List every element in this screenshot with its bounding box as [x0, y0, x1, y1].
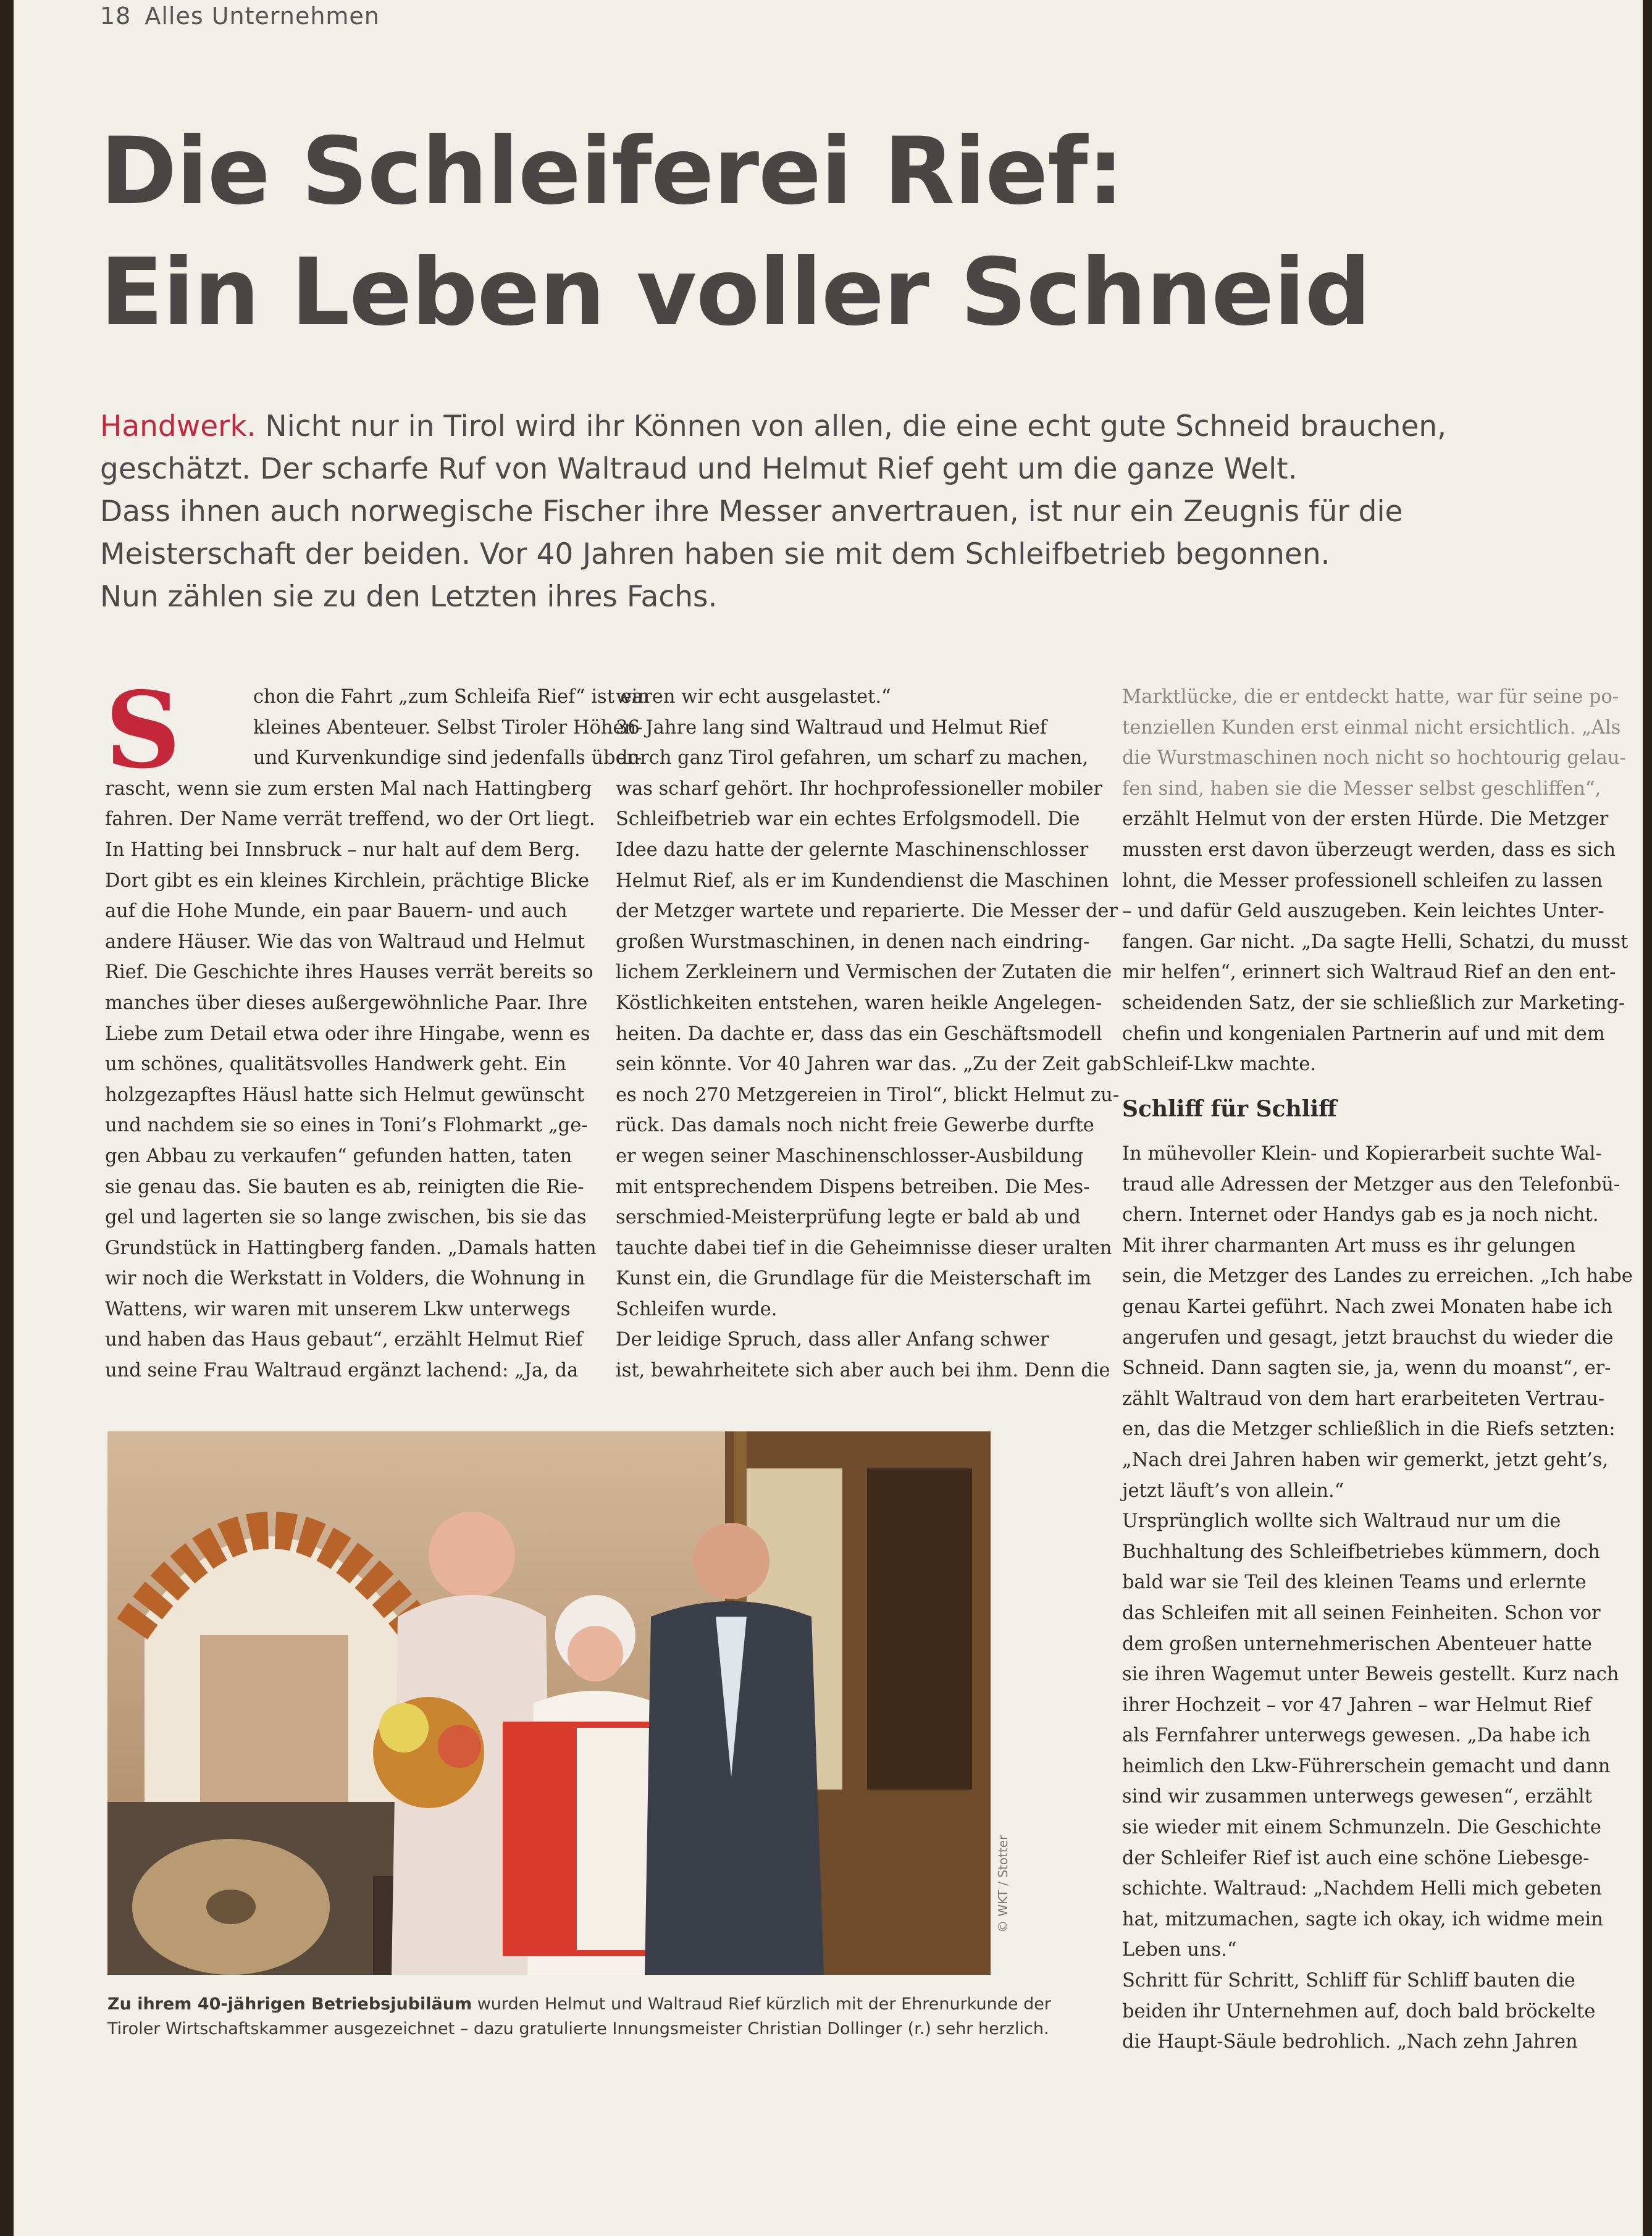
text-line: chefin und kongenialen Partnerin auf und mit dem [1122, 1023, 1605, 1045]
text-line: was scharf gehört. Ihr hochprofessioneller mobiler [616, 777, 1102, 800]
text-line: en, das die Metzger schließlich in die Riefs setzten: [1122, 1418, 1616, 1441]
text-line: rück. Das damals noch nicht freie Gewerbe durfte [616, 1115, 1094, 1137]
text-line: kleines Abenteuer. Selbst Tiroler Höhen- [253, 716, 643, 739]
photo-illustration [107, 1431, 991, 1975]
headline [100, 111, 1370, 353]
caption-line-1: wurden Helmut und Waltraud Rief kürzlich mit der Ehrenurkunde der [472, 1995, 1051, 2014]
text-line: traud alle Adressen der Metzger aus den Telefonbü- [1122, 1173, 1621, 1195]
text-line: sein könnte. Vor 40 Jahren war das. „Zu der Zeit gab [616, 1053, 1122, 1076]
text-line: sein, die Metzger des Landes zu erreichen. „Ich habe [1122, 1265, 1633, 1288]
text-line: Rief. Die Geschichte ihres Hauses verrät bereits so [105, 961, 593, 984]
text-line: fangen. Gar nicht. „Da sagte Helli, Schatzi, du musst [1122, 931, 1629, 953]
text-line: Ursprünglich wollte sich Waltraud nur um die [1122, 1510, 1561, 1533]
text-line: gen Abbau zu verkaufen“ gefunden hatten, taten [105, 1145, 572, 1167]
text-line: Köstlichkeiten entstehen, waren heikle Angelegen- [616, 992, 1102, 1014]
text-line: auf die Hohe Munde, ein paar Bauern- und auch [105, 900, 568, 923]
text-line: Schritt für Schritt, Schliff für Schliff bauten die [1122, 1970, 1575, 1992]
text-line: durch ganz Tirol gefahren, um scharf zu machen, [616, 747, 1089, 769]
text-line: Grundstück in Hattingberg fanden. „Damals hatten [105, 1237, 597, 1259]
text-line: holzgezapftes Häusl hatte sich Helmut gewünscht [105, 1084, 585, 1106]
lead-paragraph [100, 405, 1533, 618]
text-line: die Haupt-Säule bedrohlich. „Nach zehn Jahren [1122, 2031, 1578, 2053]
text-line: rascht, wenn sie zum ersten Mal nach Hattingberg [105, 777, 592, 800]
text-line: lohnt, die Messer professionell schleifen zu lassen [1122, 869, 1603, 892]
text-line: und seine Frau Waltraud ergänzt lachend: „Ja, da [105, 1360, 579, 1382]
headline-line-2: Ein Leben voller Schneid [100, 239, 1370, 346]
text-line: mir helfen“, erinnert sich Waltraud Rief an den ent- [1122, 961, 1616, 984]
text-line: und haben das Haus gebaut“, erzählt Helmut Rief [105, 1329, 583, 1351]
text-line: die Wurstmaschinen noch nicht so hochtourig gelau- [1122, 747, 1626, 769]
photo-credit: © WKT / Stotter [996, 1835, 1010, 1933]
text-line: als Fernfahrer unterwegs gewesen. „Da habe ich [1122, 1725, 1591, 1747]
text-line: und nachdem sie so eines in Toni’s Flohmarkt „ge- [105, 1115, 588, 1137]
text-line: andere Häuser. Wie das von Waltraud und Helmut [105, 931, 585, 953]
caption-line-2: Tiroler Wirtschaftskammer ausgezeichnet – dazu gratulierte Innungsmeister Christian Dollinger (r.) sehr herzlich. [107, 2019, 1049, 2038]
text-line: Schneid. Dann sagten sie, ja, wenn du moanst“, er- [1122, 1357, 1611, 1380]
text-line: der Schleifer Rief ist auch eine schöne Liebesge- [1122, 1847, 1590, 1869]
text-line: angerufen und gesagt, jetzt brauchst du wieder die [1122, 1326, 1614, 1349]
article-column-2 [616, 682, 1122, 1386]
subheading: Schliff für Schliff [1122, 1096, 1337, 1122]
text-line: sie ihren Wagemut unter Beweis gestellt. Kurz nach [1122, 1664, 1619, 1686]
text-line: dem großen unternehmerischen Abenteuer hatte [1122, 1633, 1592, 1655]
text-line: Schleifen wurde. [616, 1298, 778, 1320]
article-column-3-top [1122, 682, 1629, 1080]
text-line: 36 Jahre lang sind Waltraud und Helmut Rief [616, 716, 1047, 739]
text-line: ihrer Hochzeit – vor 47 Jahren – war Helmut Rief [1122, 1694, 1591, 1716]
text-line: Buchhaltung des Schleifbetriebes kümmern, doch [1122, 1541, 1600, 1563]
text-line: Mit ihrer charmanten Art muss es ihr gelungen [1122, 1234, 1576, 1257]
text-line: heimlich den Lkw-Führerschein gemacht und dann [1122, 1755, 1611, 1777]
text-line: genau Kartei geführt. Nach zwei Monaten habe ich [1122, 1296, 1613, 1318]
text-line: beiden ihr Unternehmen auf, doch bald bröckelte [1122, 2000, 1596, 2022]
text-line: hat, mitzumachen, sagte ich okay, ich widme mein [1122, 1908, 1603, 1930]
article-column-1 [105, 669, 650, 1386]
text-line: waren wir echt ausgelastet.“ [616, 686, 891, 708]
article-photo [107, 1431, 991, 1975]
text-line: ist, bewahrheitete sich aber auch bei ihm. Denn die [616, 1360, 1110, 1382]
text-line: jetzt läuft’s von allein.“ [1122, 1480, 1344, 1502]
text-line: Schleifbetrieb war ein echtes Erfolgsmodell. Die [616, 808, 1080, 831]
text-line: Liebe zum Detail etwa oder ihre Hingabe, wenn es [105, 1023, 590, 1045]
text-line: schichte. Waltraud: „Nachdem Helli mich gebeten [1122, 1878, 1602, 1900]
text-line: das Schleifen mit all seinen Feinheiten. Schon vor [1122, 1602, 1601, 1624]
text-line: wir noch die Werkstatt in Volders, die Wohnung in [105, 1268, 585, 1290]
lead-line-4: Meisterschaft der beiden. Vor 40 Jahren haben sie mit dem Schleifbetrieb begonnen. [100, 537, 1330, 571]
photo-caption [107, 1992, 1051, 2041]
text-line: mit entsprechendem Dispens betreiben. Die Mes- [616, 1176, 1090, 1198]
lead-line-2: geschätzt. Der scharfe Ruf von Waltraud und Helmut Rief geht um die ganze Welt. [100, 452, 1298, 486]
text-line: fen sind, haben sie die Messer selbst geschliffen“, [1122, 777, 1601, 800]
text-line: bald war sie Teil des kleinen Teams und erlernte [1122, 1572, 1587, 1594]
text-line: der Metzger wartete und reparierte. Die Messer der [616, 900, 1118, 923]
headline-line-1: Die Schleiferei Rief: [100, 118, 1124, 225]
magazine-page [14, 0, 1643, 2236]
lead-line-5: Nun zählen sie zu den Letzten ihres Fachs. [100, 580, 718, 614]
text-line: Kunst ein, die Grundlage für die Meisterschaft im [616, 1268, 1092, 1290]
text-line: es noch 270 Metzgereien in Tirol“, blickt Helmut zu- [616, 1084, 1120, 1106]
text-line: zählt Waltraud von dem hart erarbeiteten Vertrau- [1122, 1388, 1605, 1410]
lead-line-1: Nicht nur in Tirol wird ihr Können von allen, die eine echt gute Schneid brauchen, [256, 409, 1447, 443]
text-line: sie genau das. Sie bauten es ab, reinigten die Rie- [105, 1176, 584, 1198]
text-line: sie wieder mit einem Schmunzeln. Die Geschichte [1122, 1817, 1601, 1839]
text-line: chon die Fahrt „zum Schleifa Rief“ ist ein [253, 686, 650, 708]
lead-kicker: Handwerk. [100, 409, 256, 443]
text-line: Helmut Rief, als er im Kundendienst die Maschinen [616, 869, 1109, 892]
text-line: Dort gibt es ein kleines Kirchlein, prächtige Blicke [105, 869, 589, 892]
text-line: großen Wurstmaschinen, in denen nach eindring- [616, 931, 1090, 953]
text-line: Marktlücke, die er entdeckt hatte, war für seine po- [1122, 686, 1619, 708]
text-line: heiten. Da dachte er, dass das ein Geschäftsmodell [616, 1023, 1102, 1045]
text-line: Der leidige Spruch, dass aller Anfang schwer [616, 1329, 1049, 1351]
text-line: „Nach drei Jahren haben wir gemerkt, jetzt geht’s, [1122, 1449, 1609, 1471]
text-line: tauchte dabei tief in die Geheimnisse dieser uralten [616, 1237, 1112, 1259]
text-line: In mühevoller Klein- und Kopierarbeit suchte Wal- [1122, 1143, 1602, 1165]
text-line: Idee dazu hatte der gelernte Maschinenschlosser [616, 839, 1089, 861]
article-column-3-bottom [1122, 1139, 1633, 2058]
drop-cap: S [105, 669, 181, 792]
text-line: um schönes, qualitätsvolles Handwerk geht. Ein [105, 1053, 566, 1076]
text-line: scheidenden Satz, der sie schließlich zur Marketing- [1122, 992, 1625, 1014]
caption-bold: Zu ihrem 40-jährigen Betriebsjubiläum [107, 1995, 472, 2014]
text-line: und Kurvenkundige sind jedenfalls über- [253, 747, 642, 769]
text-line: In Hatting bei Innsbruck – nur halt auf dem Berg. [105, 839, 581, 861]
text-line: tenziellen Kunden erst einmal nicht ersichtlich. „Als [1122, 716, 1621, 739]
text-line: sind wir zusammen unterwegs gewesen“, erzählt [1122, 1786, 1592, 1808]
text-line: Wattens, wir waren mit unserem Lkw unterwegs [105, 1298, 571, 1320]
text-line: serschmied-Meisterprüfung legte er bald ab und [616, 1207, 1081, 1229]
section-title: Alles Unternehmen [145, 2, 380, 30]
text-line: gel und lagerten sie so lange zwischen, bis sie das [105, 1207, 587, 1229]
lead-line-3: Dass ihnen auch norwegische Fischer ihre Messer anvertrauen, ist nur ein Zeugnis für die [100, 495, 1403, 529]
page-number: 18 [100, 2, 132, 30]
text-line: Schleif-Lkw machte. [1122, 1053, 1317, 1076]
text-line: mussten erst davon überzeugt werden, dass es sich [1122, 839, 1616, 861]
text-line: lichem Zerkleinern und Vermischen der Zutaten die [616, 961, 1112, 984]
text-line: chern. Internet oder Handys gab es ja noch nicht. [1122, 1204, 1599, 1226]
text-line: manches über dieses außergewöhnliche Paar. Ihre [105, 992, 588, 1014]
text-line: fahren. Der Name verrät treffend, wo der Ort liegt. [105, 808, 595, 831]
text-line: erzählt Helmut von der ersten Hürde. Die Metzger [1122, 808, 1609, 831]
page-header [100, 2, 380, 30]
text-line: Leben uns.“ [1122, 1939, 1237, 1961]
text-line: – und dafür Geld auszugeben. Kein leichtes Unter- [1122, 900, 1604, 923]
text-line: er wegen seiner Maschinenschlosser-Ausbildung [616, 1145, 1084, 1167]
